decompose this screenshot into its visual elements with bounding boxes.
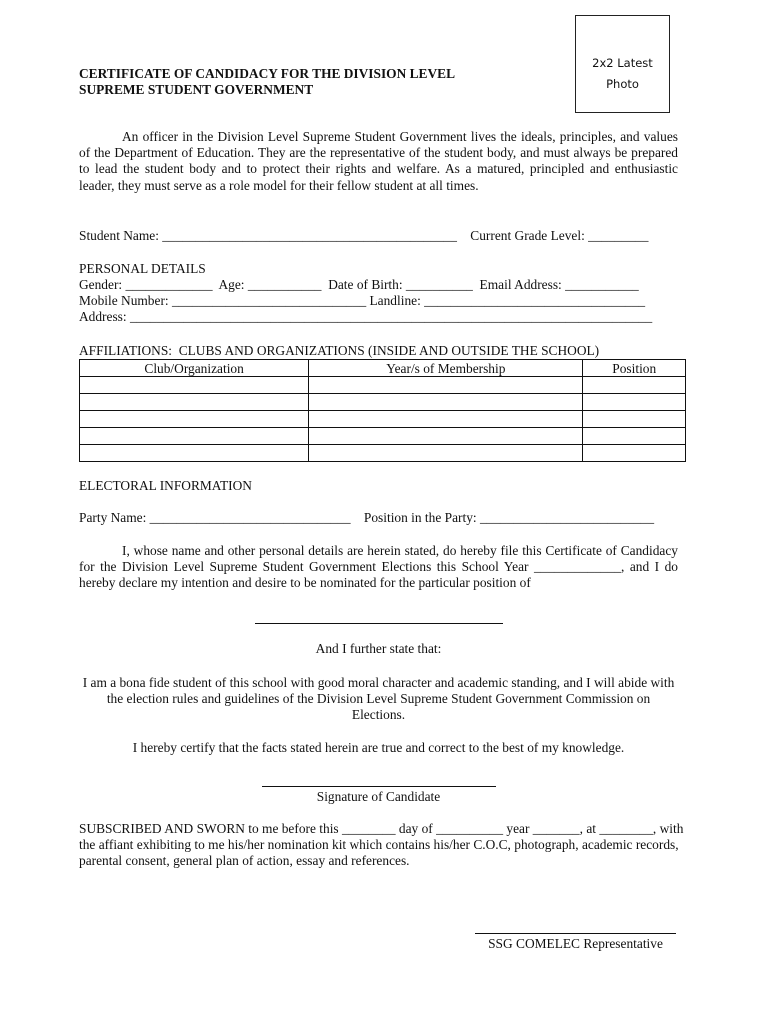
column-header-club: Club/Organization xyxy=(80,360,309,377)
intro-paragraph xyxy=(79,129,678,194)
table-cell[interactable] xyxy=(80,394,309,411)
party-line[interactable]: Party Name: ______________________________ Position in the Party: __________________________ xyxy=(79,510,655,525)
table-row[interactable] xyxy=(80,411,686,428)
table-cell[interactable] xyxy=(309,411,583,428)
certify-statement: I hereby certify that the facts stated herein are true and correct to the best of my knowledge. xyxy=(132,740,625,755)
table-cell[interactable] xyxy=(309,377,583,394)
table-cell[interactable] xyxy=(80,411,309,428)
table-header-row xyxy=(80,360,686,377)
mobile-landline-line[interactable]: Mobile Number: _____________________________ Landline: _________________________________ xyxy=(79,293,646,308)
table-cell[interactable] xyxy=(583,411,686,428)
further-statement: And I further state that: xyxy=(315,641,442,656)
table-cell[interactable] xyxy=(583,428,686,445)
table-cell[interactable] xyxy=(80,445,309,462)
table-cell[interactable] xyxy=(309,445,583,462)
photo-placeholder xyxy=(575,15,670,113)
document-title xyxy=(79,66,455,98)
table-cell[interactable] xyxy=(80,377,309,394)
personal-details-heading: PERSONAL DETAILS xyxy=(79,261,206,276)
table-row[interactable] xyxy=(80,377,686,394)
position-blank-line[interactable] xyxy=(255,623,503,624)
column-header-years: Year/s of Membership xyxy=(309,360,583,377)
photo-label-line2: Photo xyxy=(606,77,639,91)
address-line[interactable]: Address: ______________________________________________________________________________ xyxy=(79,309,653,324)
electoral-heading: ELECTORAL INFORMATION xyxy=(79,478,252,493)
sworn-statement: SUBSCRIBED AND SWORN to me before this ________ day of __________ year _______, at ________, with the affiant exhibiting to me his/her nomination kit which contains his/her C.O.C, photograph, academic records, parental consent, general plan of action, essay and references. xyxy=(79,821,684,869)
candidate-signature-line[interactable] xyxy=(262,786,496,787)
table-row[interactable] xyxy=(80,394,686,411)
affiliations-heading: AFFILIATIONS: CLUBS AND ORGANIZATIONS (INSIDE AND OUTSIDE THE SCHOOL) xyxy=(79,343,600,358)
table-cell[interactable] xyxy=(309,394,583,411)
title-line2: SUPREME STUDENT GOVERNMENT xyxy=(79,82,314,97)
oath-text: I, whose name and other personal details are herein stated, do hereby file this Certificate of Candidacy for the Division Level Supreme Student Government Elections this School Year _____________, and I do hereby declare my intention and desire to be nominated for the particular position of xyxy=(79,543,678,591)
comelec-signature-label: SSG COMELEC Representative xyxy=(488,936,663,951)
table-row[interactable] xyxy=(80,445,686,462)
table-row[interactable] xyxy=(80,428,686,445)
comelec-signature-line[interactable] xyxy=(475,933,676,934)
student-name-grade-line[interactable]: Student Name: ____________________________________________ Current Grade Level: _________ xyxy=(79,228,649,243)
table-cell[interactable] xyxy=(583,394,686,411)
table-cell[interactable] xyxy=(583,445,686,462)
table-cell[interactable] xyxy=(80,428,309,445)
gender-age-dob-email-line[interactable]: Gender: _____________ Age: ___________ Date of Birth: __________ Email Address: ___________ xyxy=(79,277,639,292)
table-cell[interactable] xyxy=(309,428,583,445)
candidate-signature-label: Signature of Candidate xyxy=(316,789,441,804)
oath-paragraph xyxy=(79,543,678,592)
bona-fide-statement: I am a bona fide student of this school with good moral character and academic standing, and I will abide with the election rules and guidelines of the Division Level Supreme Student Government Commission on Elections. xyxy=(82,675,675,723)
title-line1: CERTIFICATE OF CANDIDACY FOR THE DIVISION LEVEL xyxy=(79,66,456,81)
column-header-position: Position xyxy=(583,360,686,377)
affiliations-table xyxy=(79,359,686,462)
table-cell[interactable] xyxy=(583,377,686,394)
intro-text: An officer in the Division Level Supreme Student Government lives the ideals, principles, and values of the Department of Education. They are the representative of the student body, and must always be prepared to lead the student body and to protect their rights and welfare. As a matured, principled and enthusiastic leader, they must serve as a role model for their fellow student at all times. xyxy=(79,129,678,193)
photo-label-line1: 2x2 Latest xyxy=(592,56,653,70)
